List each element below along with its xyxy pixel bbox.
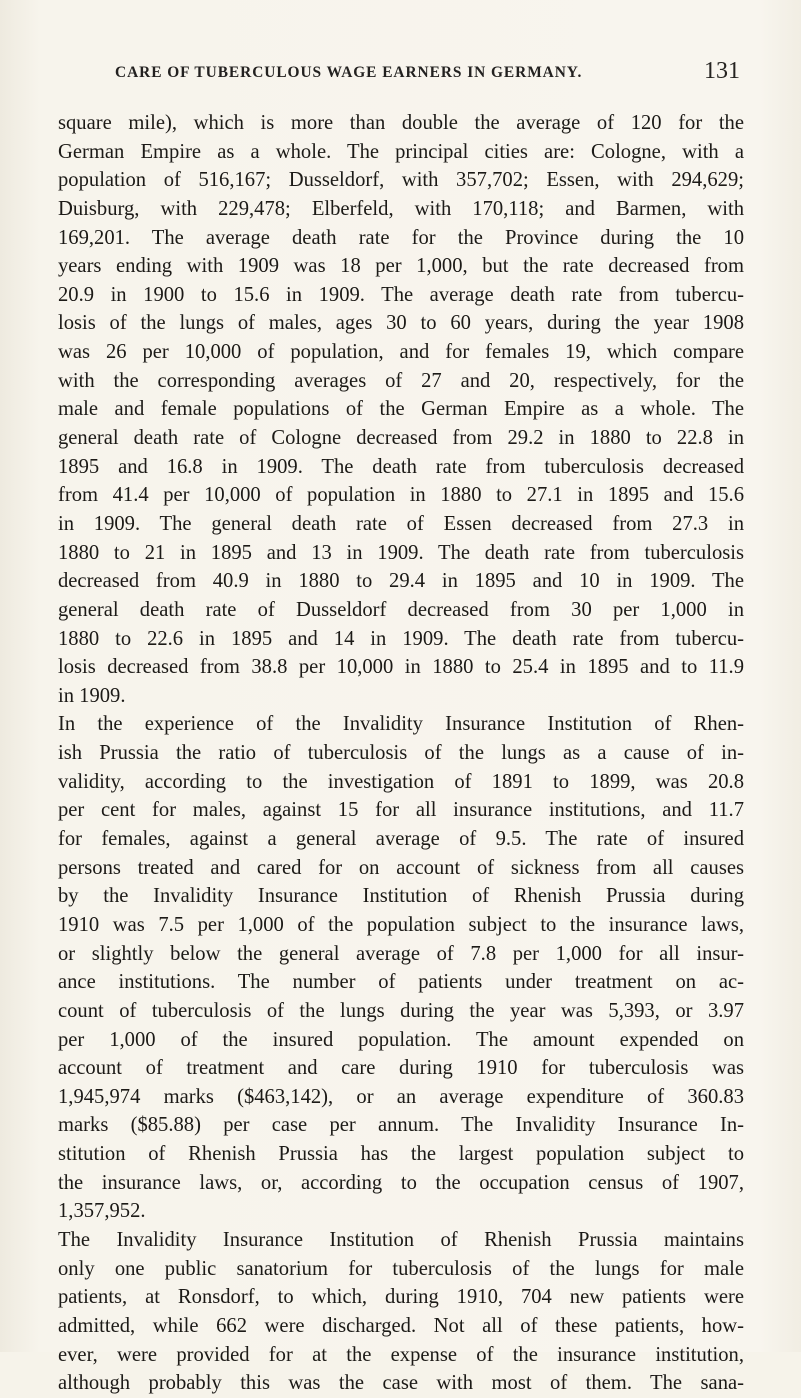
text-line: persons treated and cared for on account of sickness from all causes [58,856,744,879]
text-line: was 26 per 10,000 of population, and for females 19, which compare [58,341,744,364]
text-line: general death rate of Dusseldorf decreased from 30 per 1,000 in [58,598,744,621]
text-line: the insurance laws, or, according to the occupation census of 1907, [58,1171,744,1194]
text-line: ever, were provided for at the expense of the insurance institution, [58,1343,744,1366]
text-line: or slightly below the general average of 7.8 per 1,000 for all insur- [58,942,744,965]
text-line: In the experience of the Invalidity Insurance Institution of Rhen- [58,713,744,736]
text-line: from 41.4 per 10,000 of population in 1880 to 27.1 in 1895 and 15.6 [58,484,744,507]
text-line: 20.9 in 1900 to 15.6 in 1909. The average death rate from tubercu- [58,283,744,306]
text-line: by the Invalidity Insurance Institution of Rhenish Prussia during [58,885,744,908]
text-line: although probably this was the case with most of them. The sana- [58,1372,744,1395]
text-line: with the corresponding averages of 27 and 20, respectively, for the [58,369,744,392]
text-line: years ending with 1909 was 18 per 1,000, but the rate decreased from [58,255,744,278]
running-title: CARE OF TUBERCULOUS WAGE EARNERS IN GERMANY. [115,64,583,81]
text-line: admitted, while 662 were discharged. Not all of these patients, how- [58,1314,744,1337]
text-line: validity, according to the investigation of 1891 to 1899, was 20.8 [58,770,744,793]
text-line: 1895 and 16.8 in 1909. The death rate from tuberculosis decreased [58,455,744,478]
text-line: stitution of Rhenish Prussia has the largest population subject to [58,1143,744,1166]
text-line: in 1909. The general death rate of Essen decreased from 27.3 in [58,512,744,535]
text-line: ance institutions. The number of patients under treatment on ac- [58,971,744,994]
text-line: marks ($85.88) per case per annum. The Invalidity Insurance In- [58,1114,744,1137]
text-line: patients, at Ronsdorf, to which, during 1910, 704 new patients were [58,1286,744,1309]
text-line: 1880 to 21 in 1895 and 13 in 1909. The death rate from tuberculosis [58,541,744,564]
text-line: square mile), which is more than double the average of 120 for the [58,112,744,134]
text-line: population of 516,167; Dusseldorf, with 357,702; Essen, with 294,629; [58,169,744,192]
text-line: per 1,000 of the insured population. The amount expended on [58,1028,744,1051]
text-line: account of treatment and care during 1910 for tuberculosis was [58,1057,744,1080]
text-line: only one public sanatorium for tuberculosis of the lungs for male [58,1257,744,1280]
text-line: per cent for males, against 15 for all insurance institutions, and 11.7 [58,799,744,822]
text-line: general death rate of Cologne decreased from 29.2 in 1880 to 22.8 in [58,427,744,450]
text-line: 1910 was 7.5 per 1,000 of the population subject to the insurance laws, [58,913,744,936]
text-line: The Invalidity Insurance Institution of Rhenish Prussia maintains [58,1228,744,1251]
text-line: decreased from 40.9 in 1880 to 29.4 in 1895 and 10 in 1909. The [58,570,744,593]
text-line: losis decreased from 38.8 per 10,000 in 1880 to 25.4 in 1895 and to 11.9 [58,656,744,679]
text-line: for females, against a general average of 9.5. The rate of insured [58,828,744,851]
text-line: male and female populations of the German Empire as a whole. The [58,398,744,421]
text-line: 169,201. The average death rate for the Province during the 10 [58,226,744,249]
running-head [86,58,740,92]
text-line: 1,357,952. [58,1200,146,1223]
text-line: losis of the lungs of males, ages 30 to 60 years, during the year 1908 [58,312,744,335]
text-line: German Empire as a whole. The principal cities are: Cologne, with a [58,140,744,163]
text-line: 1,945,974 marks ($463,142), or an average expenditure of 360.83 [58,1085,744,1108]
text-line: count of tuberculosis of the lungs during the year was 5,393, or 3.97 [58,999,744,1022]
page-number: 131 [704,58,740,84]
text-line: in 1909. [58,684,126,707]
text-line: Duisburg, with 229,478; Elberfeld, with 170,118; and Barmen, with [58,197,744,220]
text-line: ish Prussia the ratio of tuberculosis of the lungs as a cause of in- [58,742,744,765]
body-text [58,109,744,1398]
text-line: 1880 to 22.6 in 1895 and 14 in 1909. The death rate from tubercu- [58,627,744,650]
